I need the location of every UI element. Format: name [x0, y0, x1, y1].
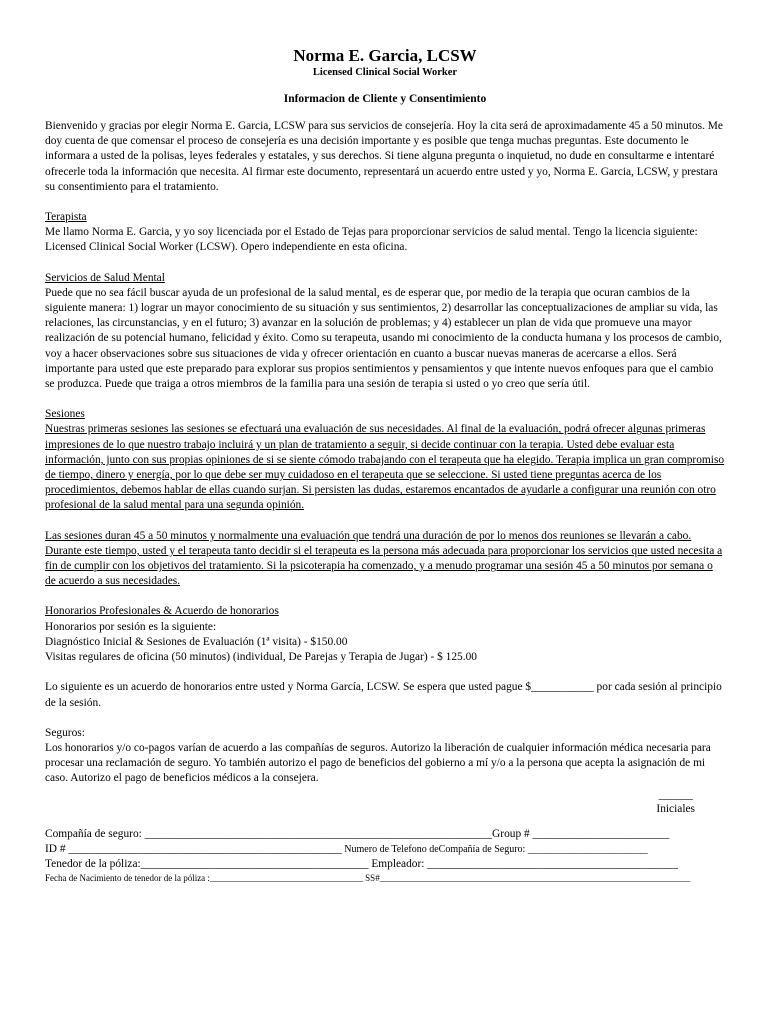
- birthdate-ss-row[interactable]: Fecha de Nacimiento de tenedor de la póliza :__________________________________ SS#_____________________________________________________________________: [45, 873, 691, 884]
- page-title: Norma E. Garcia, LCSW: [293, 46, 477, 65]
- initials-block: [45, 789, 695, 817]
- id-field[interactable]: ID # ________________________________________________: [45, 842, 342, 855]
- insurance-phone-field[interactable]: Numero de Telefono deCompañía de Seguro: ________________________: [341, 843, 648, 855]
- insurance-company-row[interactable]: Compañía de seguro: _____________________________________________________________Group # ________________________: [45, 827, 670, 840]
- section-title-honorarios: Honorarios Profesionales & Acuerdo de honorarios: [45, 605, 279, 618]
- insurance-form: [45, 827, 725, 886]
- section-title-sesiones: Sesiones: [45, 408, 85, 421]
- section-terapista: [45, 210, 725, 256]
- page-subtitle: Licensed Clinical Social Worker: [312, 67, 458, 78]
- section-title-terapista: Terapista: [45, 211, 87, 224]
- section-title-servicios: Servicios de Salud Mental: [45, 271, 165, 284]
- honorarios-line-3: Visitas regulares de oficina (50 minutos) (individual, De Parejas y Terapia de Jugar) - $ 125.00: [45, 651, 477, 664]
- policy-holder-row[interactable]: Tenedor de la póliza:________________________________________ Empleador: ____________________________________________: [45, 858, 678, 871]
- initials-label: Iniciales: [656, 802, 695, 815]
- fee-agreement: Lo siguiente es un acuerdo de honorarios entre usted y Norma García, LCSW. Se espera que usted pague $___________ por cada sesión al principio de la sesión.: [45, 681, 722, 709]
- sesiones-body-1: Nuestras primeras sesiones las sesiones se efectuará una evaluación de sus necesidades. Al final de la evaluación, podrá ofrecer algunas primeras impresiones de lo que nuestro trabajo incluirá y un plan de tratamiento a seguir, si decide continuar con la terapia. Usted debe evaluar esta información, junto con sus propias opiniones de si se siente cómodo trabajando con el terapeuta que ha elegido. Terapia implica un gran compromiso de tiempo, dinero y energía, por lo que debe ser muy cuidadoso en el terapeuta que se seleccione. Si usted tiene preguntas acerca de los procedimientos, debemos hablar de ellas cuando surjan. Si persisten las dudas, estaremos encantados de ayudarle a configurar una reunión con otro profesional de la salud mental para una segunda opinión.: [45, 423, 725, 512]
- section-sesiones: [45, 407, 725, 513]
- honorarios-line-1: Honorarios por sesión es la siguiente:: [45, 620, 217, 633]
- section-seguros: [45, 726, 725, 787]
- honorarios-line-2: Diagnóstico Inicial & Sesiones de Evaluación (1ª visita) - $150.00: [45, 635, 348, 648]
- servicios-body: Puede que no sea fácil buscar ayuda de un profesional de la salud mental, es de esperar que, por medio de la terapia que ocuran cambios de la siguiente manera: 1) lograr un mayor conocimiento de su situación y sus sentimientos, 2) desarrollar las conceptualizaciones de ampliar su vida, las relaciones, las circunstancias, y en el futuro; 3) avanzar en la solución de problemas; y 4) establecer un plan de vida que promueve una mayor realización de su potencial humano, felicidad y éxito. Como su terapeuta, usando mi conocimiento de la conducta humana y los procesos de cambio, voy a hacer observaciones sobre sus situaciones de vida y ofrecer orientación en cuanto a buscar nuevas maneras de acercarse a ellos. Será importante para usted que este preparado para explorar sus propios sentimientos y pensamientos y que intente nuevos enfoques para que el cambio se produzca. Puede que traiga a otros miembros de la familia para una sesión de terapia si usted o yo creo que sería útil.: [45, 286, 722, 391]
- section-servicios: [45, 271, 725, 393]
- terapista-body: Me llamo Norma E. Garcia, y yo soy licenciada por el Estado de Tejas para proporcionar servicios de salud mental. Tengo la licencia siguiente: Licensed Clinical Social Worker (LCSW). Opero independiente en esta oficina.: [45, 226, 698, 254]
- document-heading: Informacion de Cliente y Consentimiento: [283, 93, 487, 105]
- section-title-seguros: Seguros:: [45, 726, 85, 739]
- document-content: [45, 46, 725, 885]
- section-honorarios: [45, 604, 725, 665]
- sesiones-body-2: Las sesiones duran 45 a 50 minutos y normalmente una evaluación que tendrá una duración de por lo menos dos reuniones se llevarán a cabo. Durante este tiempo, usted y el terapeuta tanto decidir si el terapeuta es la persona más adecuada para proporcionar los servicios que usted necesita a fin de cumplir con los objetivos del tratamiento. Si la psicoterapia ha comenzado, y a menudo programar una sesión 45 a 50 minutos por semana o de acuerdo a sus necesidades.: [45, 529, 723, 588]
- intro-paragraph: Bienvenido y gracias por elegir Norma E. Garcia, LCSW para sus servicios de consejería. Hoy la cita será de aproximadamente 45 a 50 minutos. Me doy cuenta de que comensar el proceso de consejería es una decisión importante y es posible que tenga muchas preguntas. Este documento le informara a usted de la polisas, leyes federales y estatales, y sus derechos. Si tiene alguna pregunta o inquietud, no dude en consultarme e intentaré ofrecerle toda la información que necesita. Al firmar este documento, representará un acuerdo entre usted y yo, Norma E. Garcia, LCSW, y prestara su consentimiento para el tratamiento.: [45, 120, 723, 193]
- seguros-body: Los honorarios y/o co-pagos varían de acuerdo a las compañías de seguros. Autorizo la liberación de cualquier información médica necesaria para procesar una reclamación de seguro. Yo también autorizo el pago de beneficios del gobierno a mí y/o a la persona que acepta la asignación de mi caso. Autorizo el pago de beneficios médicos a la consejera.: [45, 741, 711, 785]
- id-phone-row[interactable]: [45, 842, 725, 857]
- initials-field[interactable]: ______: [658, 788, 693, 801]
